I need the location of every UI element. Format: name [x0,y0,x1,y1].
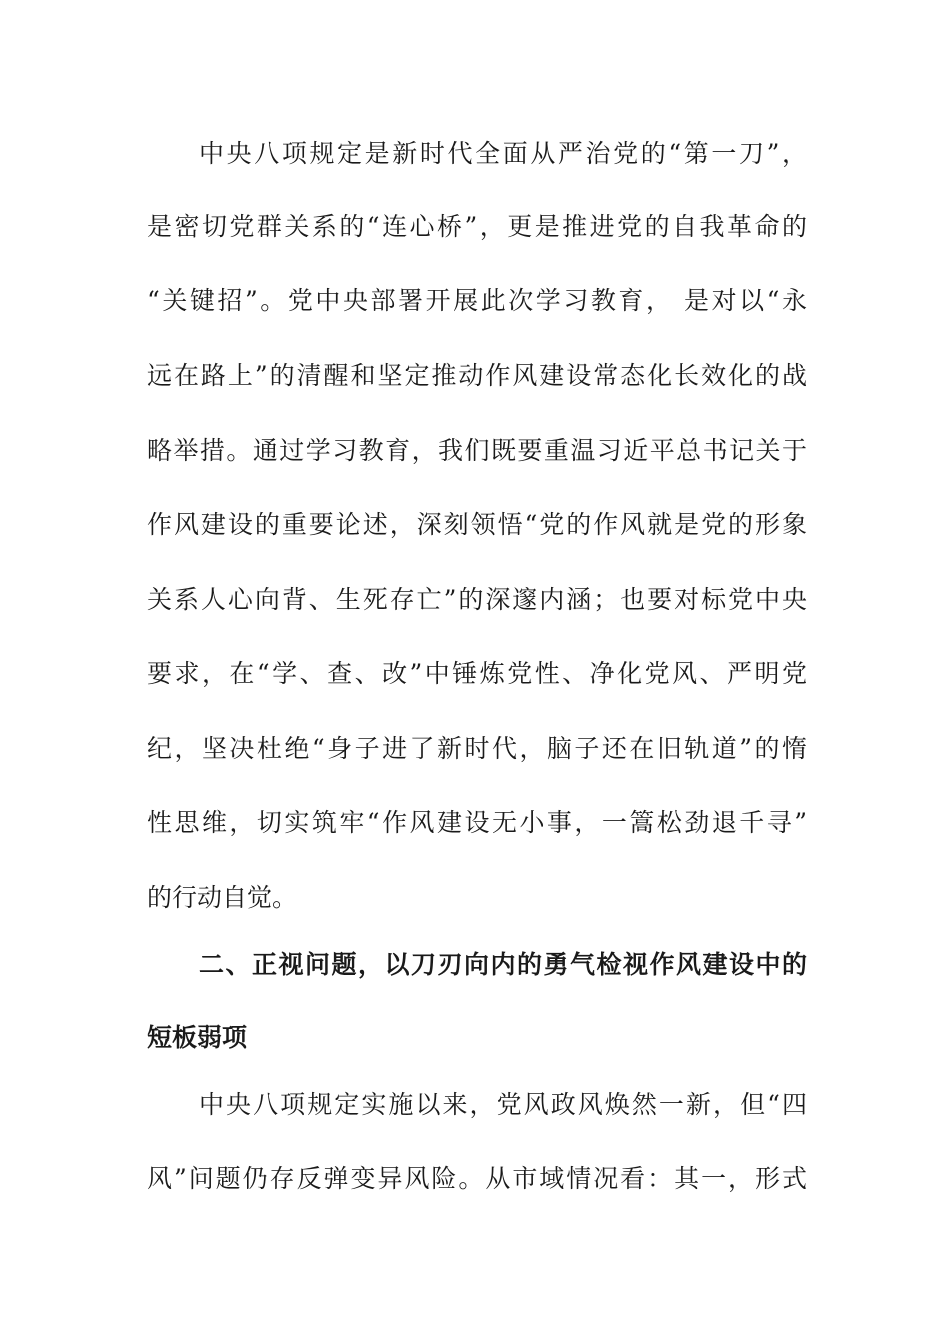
paragraph-1-line-11: 的行动自觉。 [147,883,298,912]
paragraph-1-line-8: 要求，在“学、查、改”中锤炼党性、净化党风、严明党 [147,659,807,688]
paragraph-1-line-5: 略举措。通过学习教育，我们既要重温习近平总书记关于 [147,436,807,465]
section-heading-line-1: 二、正视问题，以刀刃向内的勇气检视作风建设中的 [199,950,807,979]
paragraph-1-line-1: 中央八项规定是新时代全面从严治党的“第一刀”， [199,139,807,168]
paragraph-1-line-4: 远在路上”的清醒和坚定推动作风建设常态化长效化的战 [147,361,807,390]
paragraph-1-line-6: 作风建设的重要论述，深刻领悟“党的作风就是党的形象 [147,510,807,539]
paragraph-2-line-2: 风”问题仍存反弹变异风险。从市域情况看：其一，形式 [147,1164,807,1193]
paragraph-1-line-3: “关键招”。党中央部署开展此次学习教育， 是对以“永 [147,286,807,315]
paragraph-1-line-10: 性思维，切实筑牢“作风建设无小事，一篙松劲退千寻” [147,808,807,837]
paragraph-1-line-9: 纪，坚决杜绝“身子进了新时代，脑子还在旧轨道”的惰 [147,734,807,763]
section-heading-line-2: 短板弱项 [147,1023,248,1052]
paragraph-2-line-1: 中央八项规定实施以来，党风政风焕然一新，但“四 [199,1090,807,1119]
paragraph-1-line-2: 是密切党群关系的“连心桥”，更是推进党的自我革命的 [147,212,807,241]
paragraph-1-line-7: 关系人心向背、生死存亡”的深邃内涵；也要对标党中央 [147,585,807,614]
